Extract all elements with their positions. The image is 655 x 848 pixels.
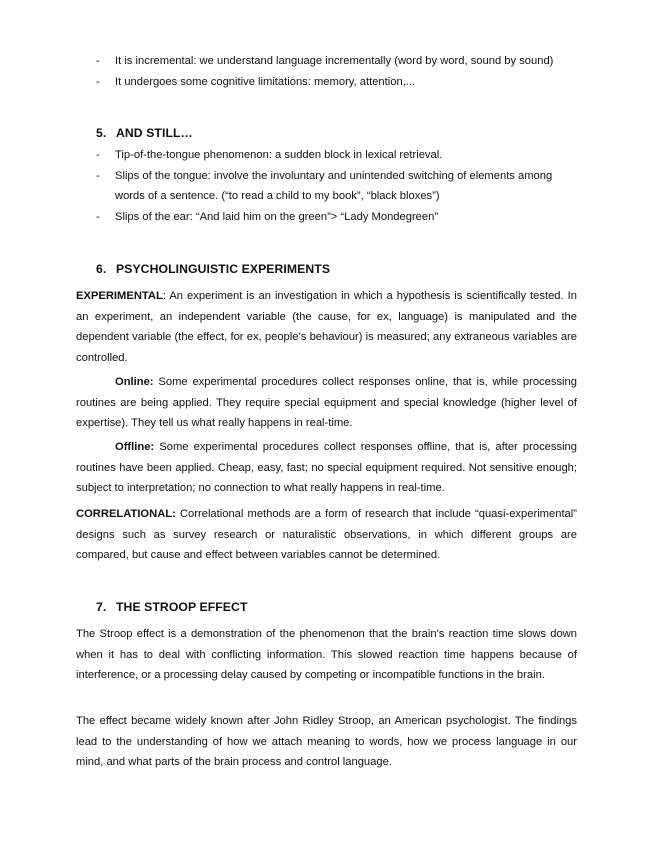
list-item: - Slips of the tongue: involve the involuntary and unintended switching of elements among words of a sentence. (“to read a child to my book”, “black bloxes”) bbox=[96, 169, 553, 202]
online-paragraph: Online: Some experimental procedures collect responses online, that is, while processing routines are being applied. They require special equipment and special knowledge (higher level of expertise). They tell us what really happens in real-time. bbox=[76, 376, 577, 429]
section-6-heading: 6. PSYCHOLINGUISTIC EXPERIMENTS bbox=[96, 262, 331, 276]
stroop-paragraph-2: The effect became widely known after John Ridley Stroop, an American psychologist. The findings lead to the understanding of how we attach meaning to words, how we process language in our mind, and what parts of the brain process and control language. bbox=[76, 715, 577, 768]
list-item: - It undergoes some cognitive limitations: memory, attention,... bbox=[96, 75, 416, 88]
list-item: - Tip-of-the-tongue phenomenon: a sudden block in lexical retrieval. bbox=[96, 149, 443, 161]
correlational-paragraph: CORRELATIONAL: Correlational methods are a form of research that include “quasi-experimental” designs such as survey research or naturalistic observations, in which different groups are compared, but cause and effect between variables cannot be determined. bbox=[76, 508, 577, 561]
experimental-paragraph: EXPERIMENTAL: An experiment is an investigation in which a hypothesis is scientifically tested. In an experiment, an independent variable (the cause, for ex, language) is manipulated and the dependent variable (the effect, for ex, people’s behaviour) is measured; any extraneous variables are controlled. bbox=[76, 290, 577, 364]
list-item: - Slips of the ear: “And laid him on the green”> “Lady Mondegreen” bbox=[96, 210, 439, 223]
stroop-paragraph-1: The Stroop effect is a demonstration of the phenomenon that the brain's reaction time slows down when it has to deal with conflicting information. This slowed reaction time happens because of interference, or a processing delay caused by competing or incompatible functions in the brain. bbox=[76, 628, 577, 681]
section-7-heading: 7. THE STROOP EFFECT bbox=[96, 600, 248, 614]
list-item: - It is incremental: we understand language incrementally (word by word, sound by sound) bbox=[96, 55, 554, 67]
offline-paragraph: Offline: Some experimental procedures collect responses offline, that is, after processing routines have been applied. Cheap, easy, fast; no special equipment required. Not sensitive enough; subject to interpretation; no connection to what really happens in real-time. bbox=[76, 441, 577, 494]
section-5-heading: 5. AND STILL… bbox=[96, 126, 193, 140]
section-5-list bbox=[96, 145, 580, 227]
top-bullet-list bbox=[96, 51, 580, 92]
